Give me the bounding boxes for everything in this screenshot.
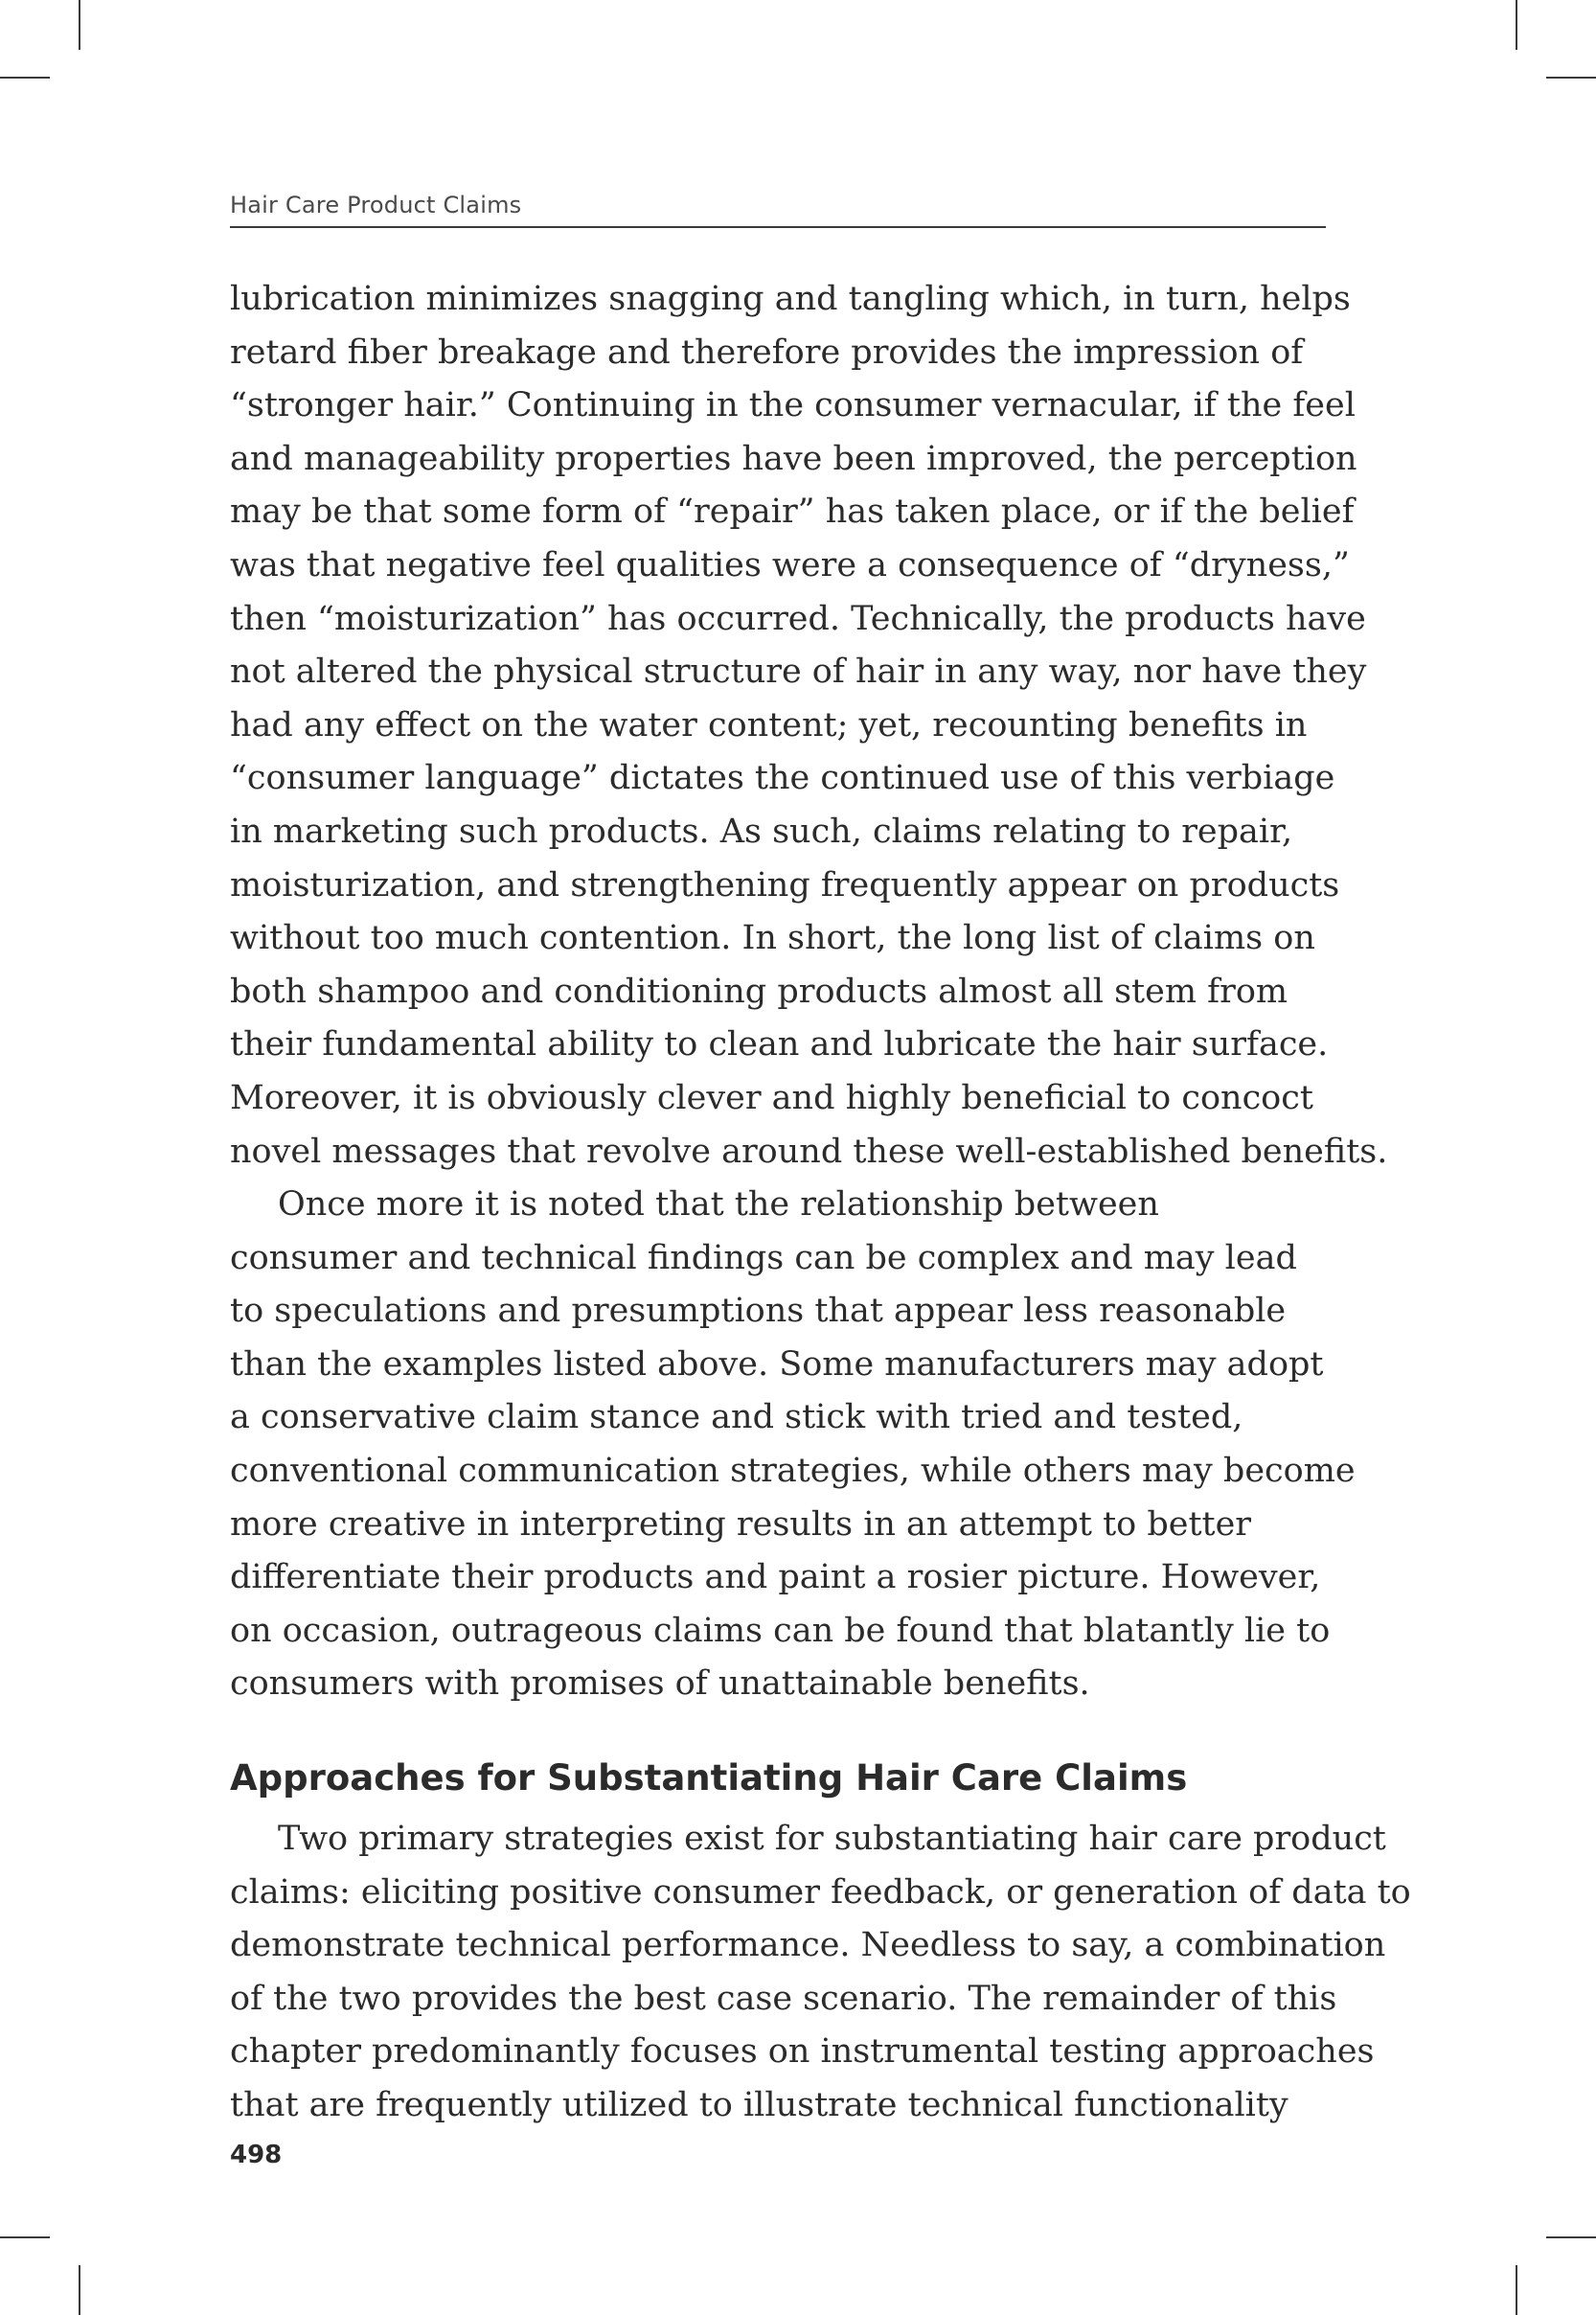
text-line: claims: eliciting positive consumer feedback, or generation of data to: [230, 1872, 1411, 1912]
crop-mark-bottom-right-horizontal: [1546, 2236, 1596, 2238]
text-line: moisturization, and strengthening frequently appear on products: [230, 865, 1340, 905]
text-line: Once more it is noted that the relationship between: [278, 1185, 1159, 1225]
text-line: retard fiber breakage and therefore provides the impression of: [230, 332, 1304, 372]
text-line: to speculations and presumptions that appear less reasonable: [230, 1292, 1287, 1331]
paragraph-1: [230, 273, 1388, 1179]
text-line: than the examples listed above. Some manufacturers may adopt: [230, 1344, 1324, 1384]
text-line: on occasion, outrageous claims can be found that blatantly lie to: [230, 1611, 1331, 1650]
text-line: more creative in interpreting results in an attempt to better: [230, 1504, 1252, 1544]
text-line: was that negative feel qualities were a consequence of “dryness,”: [230, 545, 1350, 584]
paragraph-2: [230, 1179, 1356, 1711]
text-line: Moreover, it is obviously clever and highly beneficial to concoct: [230, 1078, 1313, 1117]
text-line: and manageability properties have been improved, the perception: [230, 439, 1357, 478]
text-line: their fundamental ability to clean and lubricate the hair surface.: [230, 1025, 1329, 1065]
crop-mark-top-right-horizontal: [1546, 77, 1596, 79]
text-line: in marketing such products. As such, claims relating to repair,: [230, 812, 1293, 851]
text-line: lubrication minimizes snagging and tangling which, in turn, helps: [230, 280, 1351, 318]
text-line: chapter predominantly focuses on instrumental testing approaches: [230, 2032, 1375, 2072]
text-line: both shampoo and conditioning products almost all stem from: [230, 972, 1288, 1011]
text-line: conventional communication strategies, while others may become: [230, 1452, 1356, 1491]
body-text-lower: [230, 1813, 1411, 2133]
crop-mark-bottom-left-vertical: [79, 2265, 80, 2315]
text-line: “stronger hair.” Continuing in the consumer vernacular, if the feel: [230, 386, 1356, 425]
crop-mark-bottom-left-horizontal: [0, 2236, 50, 2238]
text-line: differentiate their products and paint a rosier picture. However,: [230, 1558, 1321, 1597]
text-line: not altered the physical structure of hair in any way, nor have they: [230, 653, 1367, 692]
crop-mark-top-right-vertical: [1516, 0, 1517, 50]
text-line: “consumer language” dictates the continued use of this verbiage: [230, 759, 1335, 798]
text-line: a conservative claim stance and stick with tried and tested,: [230, 1398, 1243, 1437]
section-heading: Approaches for Substantiating Hair Care Claims: [230, 1757, 1188, 1799]
text-line: demonstrate technical performance. Needless to say, a combination: [230, 1926, 1386, 1965]
text-line: consumer and technical findings can be complex and may lead: [230, 1238, 1297, 1277]
text-line: without too much contention. In short, the long list of claims on: [230, 919, 1315, 958]
text-line: novel messages that revolve around these well-established benefits.: [230, 1132, 1388, 1171]
header-rule: [230, 226, 1326, 228]
running-head: Hair Care Product Claims: [230, 192, 522, 218]
text-line: had any effect on the water content; yet, recounting benefits in: [230, 705, 1308, 745]
body-text-upper: [230, 273, 1388, 1711]
crop-mark-top-left-vertical: [79, 0, 80, 50]
crop-mark-top-left-horizontal: [0, 77, 50, 79]
crop-mark-bottom-right-vertical: [1516, 2265, 1517, 2315]
text-line: that are frequently utilized to illustrate technical functionality: [230, 2085, 1288, 2124]
text-line: of the two provides the best case scenario. The remainder of this: [230, 1979, 1337, 2018]
text-line: consumers with promises of unattainable benefits.: [230, 1664, 1090, 1704]
page-number: 498: [230, 2141, 283, 2169]
paragraph-3: [230, 1813, 1411, 2133]
text-line: then “moisturization” has occurred. Technically, the products have: [230, 599, 1366, 638]
text-line: may be that some form of “repair” has taken place, or if the belief: [230, 493, 1355, 532]
text-line: Two primary strategies exist for substantiating hair care product: [278, 1820, 1386, 1858]
